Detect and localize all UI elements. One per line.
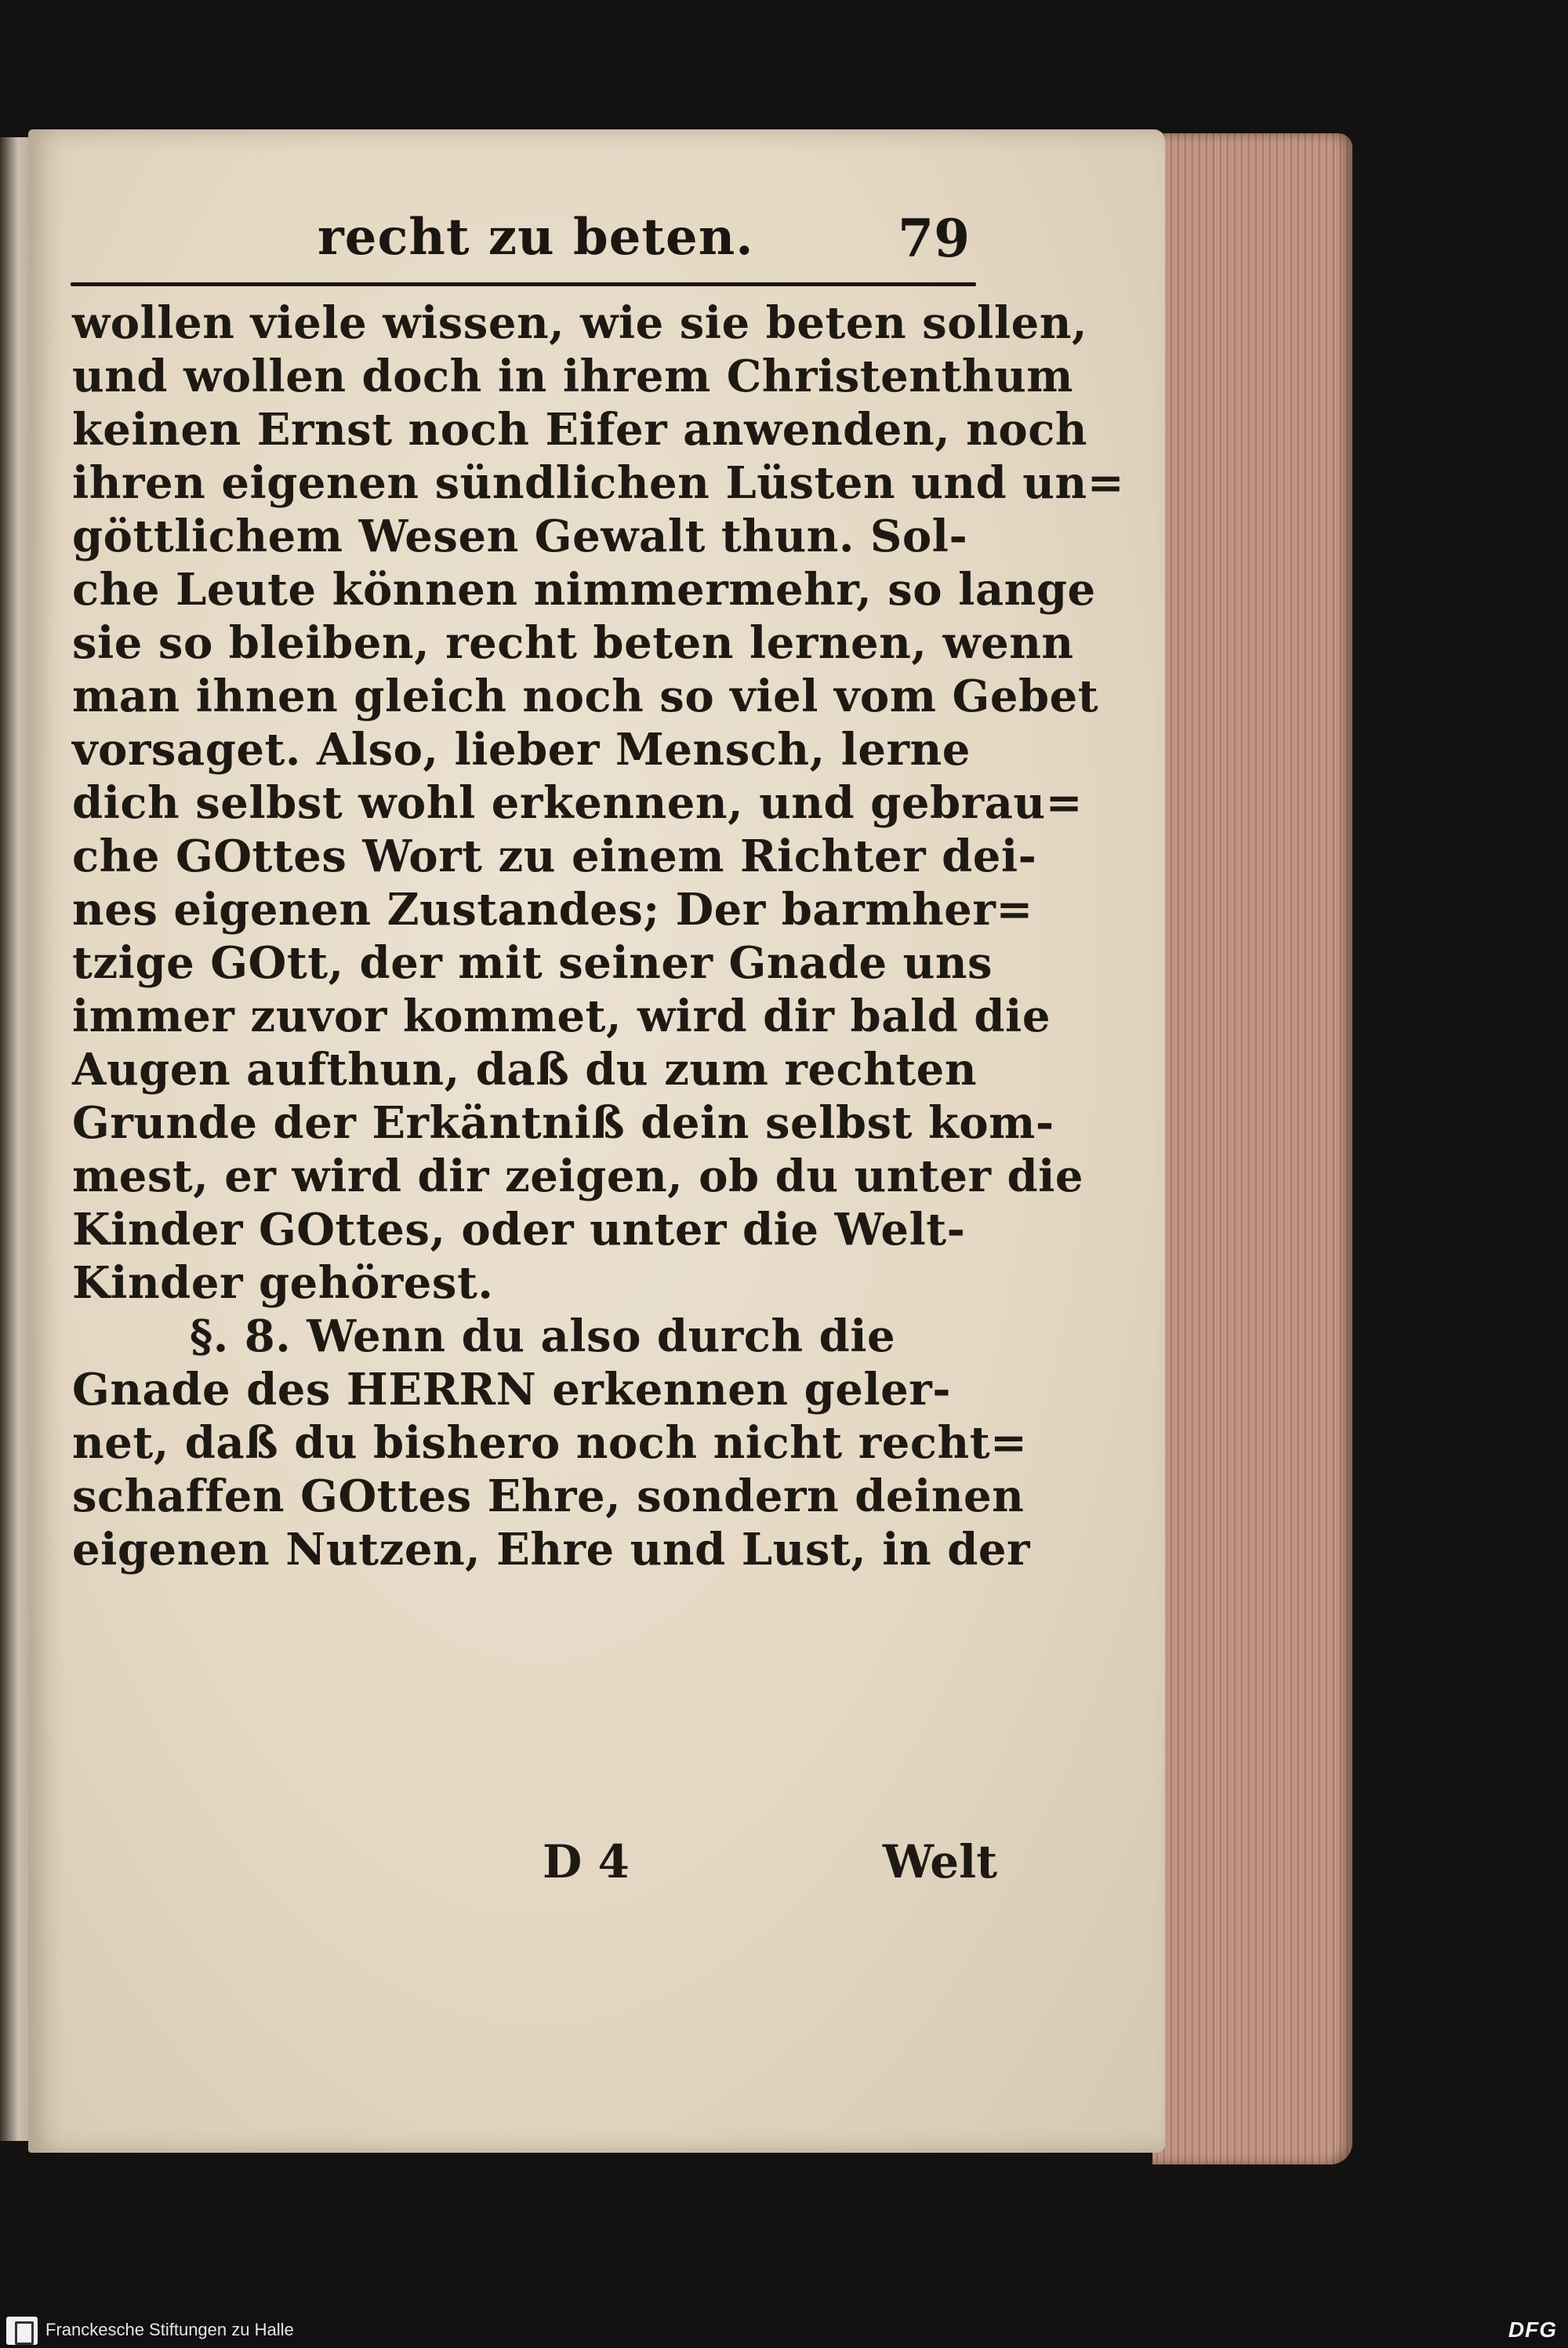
body-text: [72, 296, 1125, 1576]
signature-mark: D 4: [543, 1835, 630, 1888]
catchword: Welt: [882, 1835, 997, 1888]
text-line: eigenen Nutzen, Ehre und Lust, in der: [72, 1524, 1031, 1576]
text-line: man ihnen gleich noch so viel vom Gebet: [72, 671, 1099, 722]
page-footer: [72, 1835, 997, 1898]
text-line: Kinder GOttes, oder unter die Welt-: [72, 1204, 966, 1256]
section-start-line: §. 8. Wenn du also durch die: [190, 1310, 896, 1362]
text-line: göttlichem Wesen Gewalt thun. Sol-: [72, 511, 968, 562]
text-line: keinen Ernst noch Eifer anwenden, noch: [72, 404, 1088, 456]
viewer-bottom-bar: [0, 2313, 1568, 2348]
text-line: und wollen doch in ihrem Christenthum: [72, 351, 1074, 402]
text-line: Kinder gehörest.: [72, 1257, 494, 1309]
text-line: schaffen GOttes Ehre, sondern deinen: [72, 1470, 1025, 1522]
text-line: Gnade des HERRN erkennen geler-: [72, 1364, 952, 1416]
text-line: dich selbst wohl erkennen, und gebrau=: [72, 777, 1083, 829]
institution-logo-icon: [6, 2317, 38, 2345]
text-line: sie so bleiben, recht beten lernen, wenn: [72, 617, 1074, 669]
header-rule: [71, 282, 976, 286]
text-line: immer zuvor kommet, wird dir bald die: [72, 990, 1051, 1042]
text-line: vorsaget. Also, lieber Mensch, lerne: [72, 724, 971, 776]
text-line: tzige GOtt, der mit seiner Gnade uns: [72, 937, 993, 989]
text-line: che GOttes Wort zu einem Richter dei-: [72, 831, 1037, 882]
institution-name: Franckesche Stiftungen zu Halle: [45, 2320, 294, 2339]
text-line: net, daß du bishero noch nicht recht=: [72, 1417, 1028, 1469]
text-line: ihren eigenen sündlichen Lüsten und un=: [72, 457, 1125, 509]
page-header: [71, 200, 976, 278]
text-line: mest, er wird dir zeigen, ob du unter die: [72, 1150, 1084, 1202]
text-line: Grunde der Erkäntniß dein selbst kom-: [72, 1097, 1054, 1149]
text-line: che Leute können nimmermehr, so lange: [72, 564, 1096, 616]
page-block-edge: [1152, 133, 1352, 2164]
dfg-logo: DFG: [1508, 2317, 1557, 2342]
text-line: wollen viele wissen, wie sie beten sollen,: [72, 297, 1087, 349]
running-head: recht zu beten.: [318, 208, 754, 267]
text-line: Augen aufthun, daß du zum rechten: [72, 1044, 978, 1096]
page-number: 79: [898, 208, 970, 269]
text-line: nes eigenen Zustandes; Der barmher=: [72, 884, 1033, 936]
